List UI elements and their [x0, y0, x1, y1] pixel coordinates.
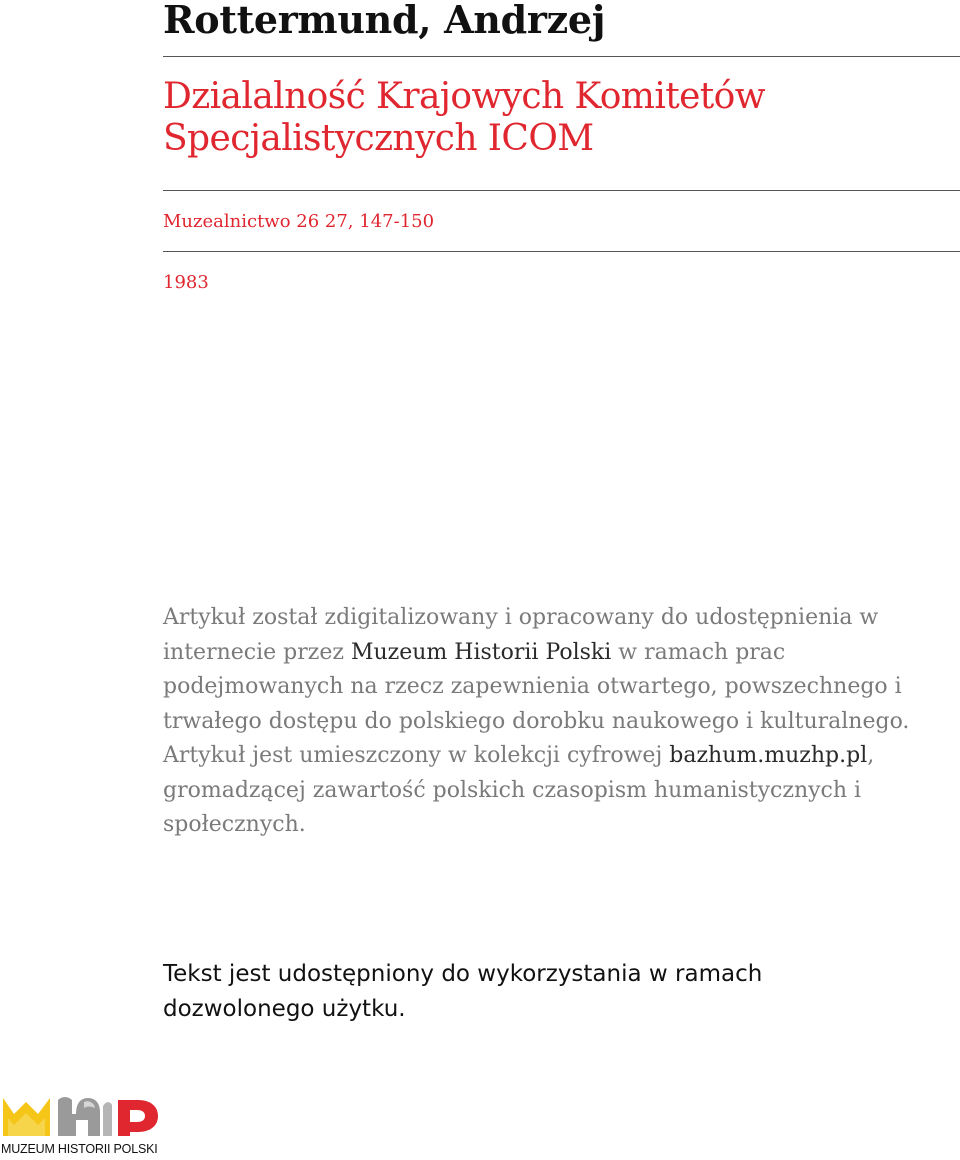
- article-title-line-2: Specjalistycznych ICOM: [163, 118, 594, 159]
- museum-name: Muzeum Historii Polski: [350, 639, 612, 665]
- digitization-notice: [163, 601, 933, 843]
- author-name: Rottermund, Andrzej: [163, 0, 606, 42]
- divider-line: [163, 251, 960, 252]
- muzeum-historii-polski-logo-icon: [0, 1092, 170, 1142]
- logo-caption: MUZEUM HISTORII POLSKI: [1, 1142, 158, 1156]
- article-title-line-1: Dzialalność Krajowych Komitetów: [163, 76, 765, 117]
- publication-source: Muzealnictwo 26 27, 147-150: [163, 211, 435, 232]
- notice-text-part-1: Artykuł został zdigitalizowany i opracowany do udostępnienia w internecie przez: [163, 605, 879, 665]
- bazhum-link[interactable]: bazhum.muzhp.pl: [669, 743, 868, 768]
- publication-year: 1983: [163, 272, 209, 293]
- divider-line: [163, 190, 960, 191]
- divider-line: [163, 56, 960, 57]
- license-statement: Tekst jest udostępniony do wykorzystania w ramach dozwolonego użytku.: [163, 961, 763, 1022]
- notice-text-part-2: w ramach prac podejmowanych na rzecz zapewnienia otwartego, powszechnego i trwałego dostępu do polskiego dorobku naukowego i kulturalnego. Artykuł jest umieszczony w kolekcji cyfrowej: [163, 639, 910, 768]
- notice-text-part-3: , gromadzącej zawartość polskich czasopism humanistycznych i społecznych.: [163, 743, 875, 837]
- museum-logo: [0, 1092, 170, 1160]
- article-title: [163, 76, 923, 160]
